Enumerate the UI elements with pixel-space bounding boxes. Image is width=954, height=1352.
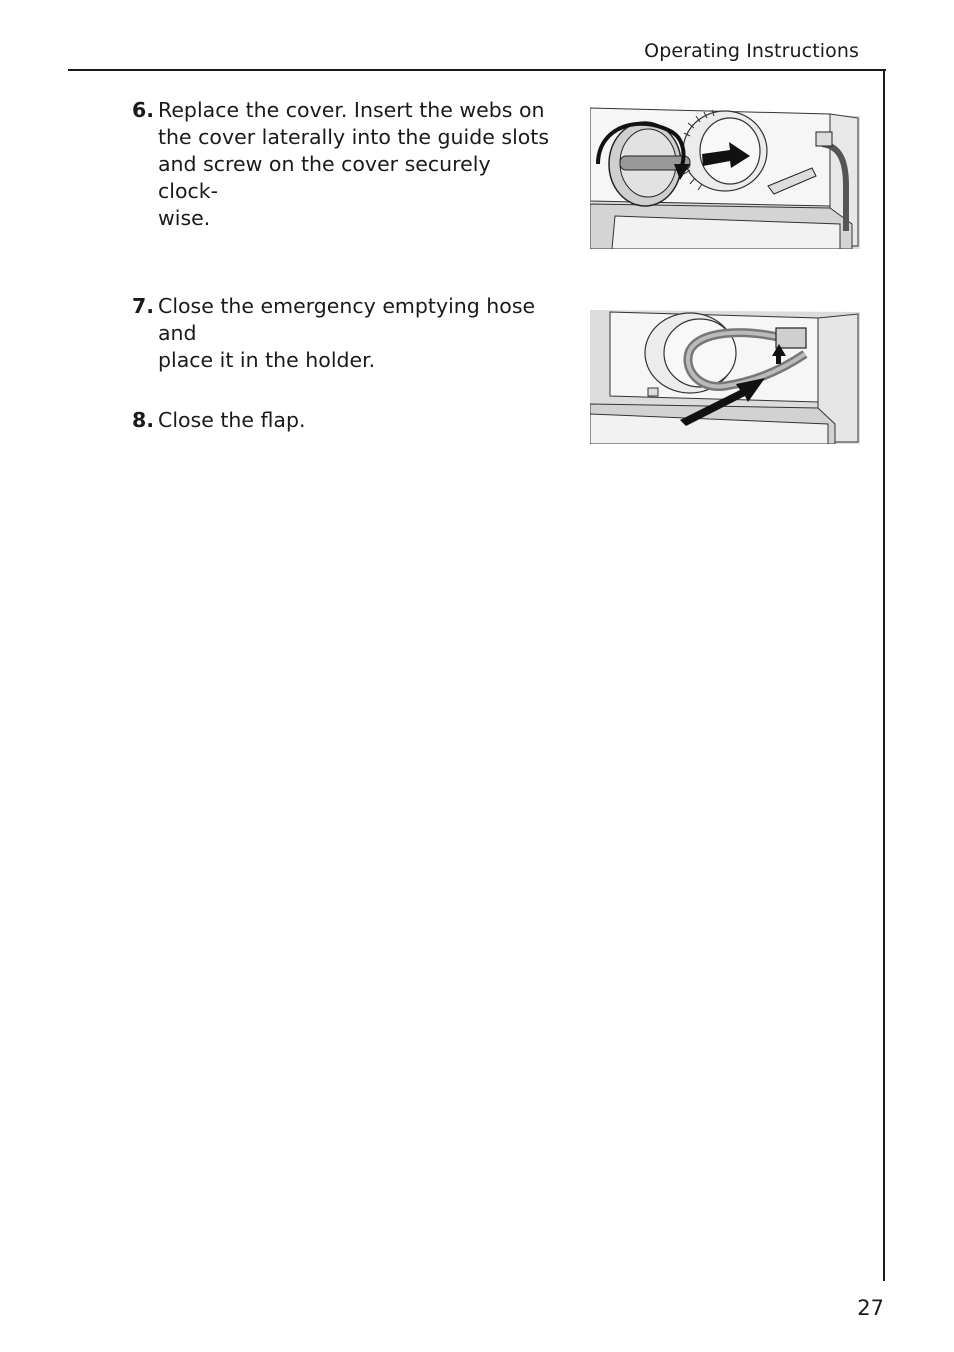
- step-text: Replace the cover. Insert the webs on the cover laterally into the guide slots and screw on the cover securely clock- wise.: [158, 98, 550, 230]
- step-text: Close the flap.: [158, 408, 306, 432]
- pump-cover-screw-illustration: [590, 106, 860, 249]
- running-header: Operating Instructions: [644, 40, 859, 62]
- step-number: 6.: [132, 98, 155, 122]
- step-6: [132, 97, 552, 232]
- margin-rule: [883, 69, 885, 1281]
- page-number: 27: [857, 1296, 884, 1320]
- emergency-hose-holder-illustration: [590, 308, 860, 444]
- step-number: 8.: [132, 408, 155, 432]
- header-rule: [68, 69, 886, 71]
- step-number: 7.: [132, 294, 155, 318]
- step-8: [132, 407, 552, 434]
- step-7: [132, 293, 552, 374]
- step-text: Close the emergency emptying hose and place it in the holder.: [158, 294, 536, 372]
